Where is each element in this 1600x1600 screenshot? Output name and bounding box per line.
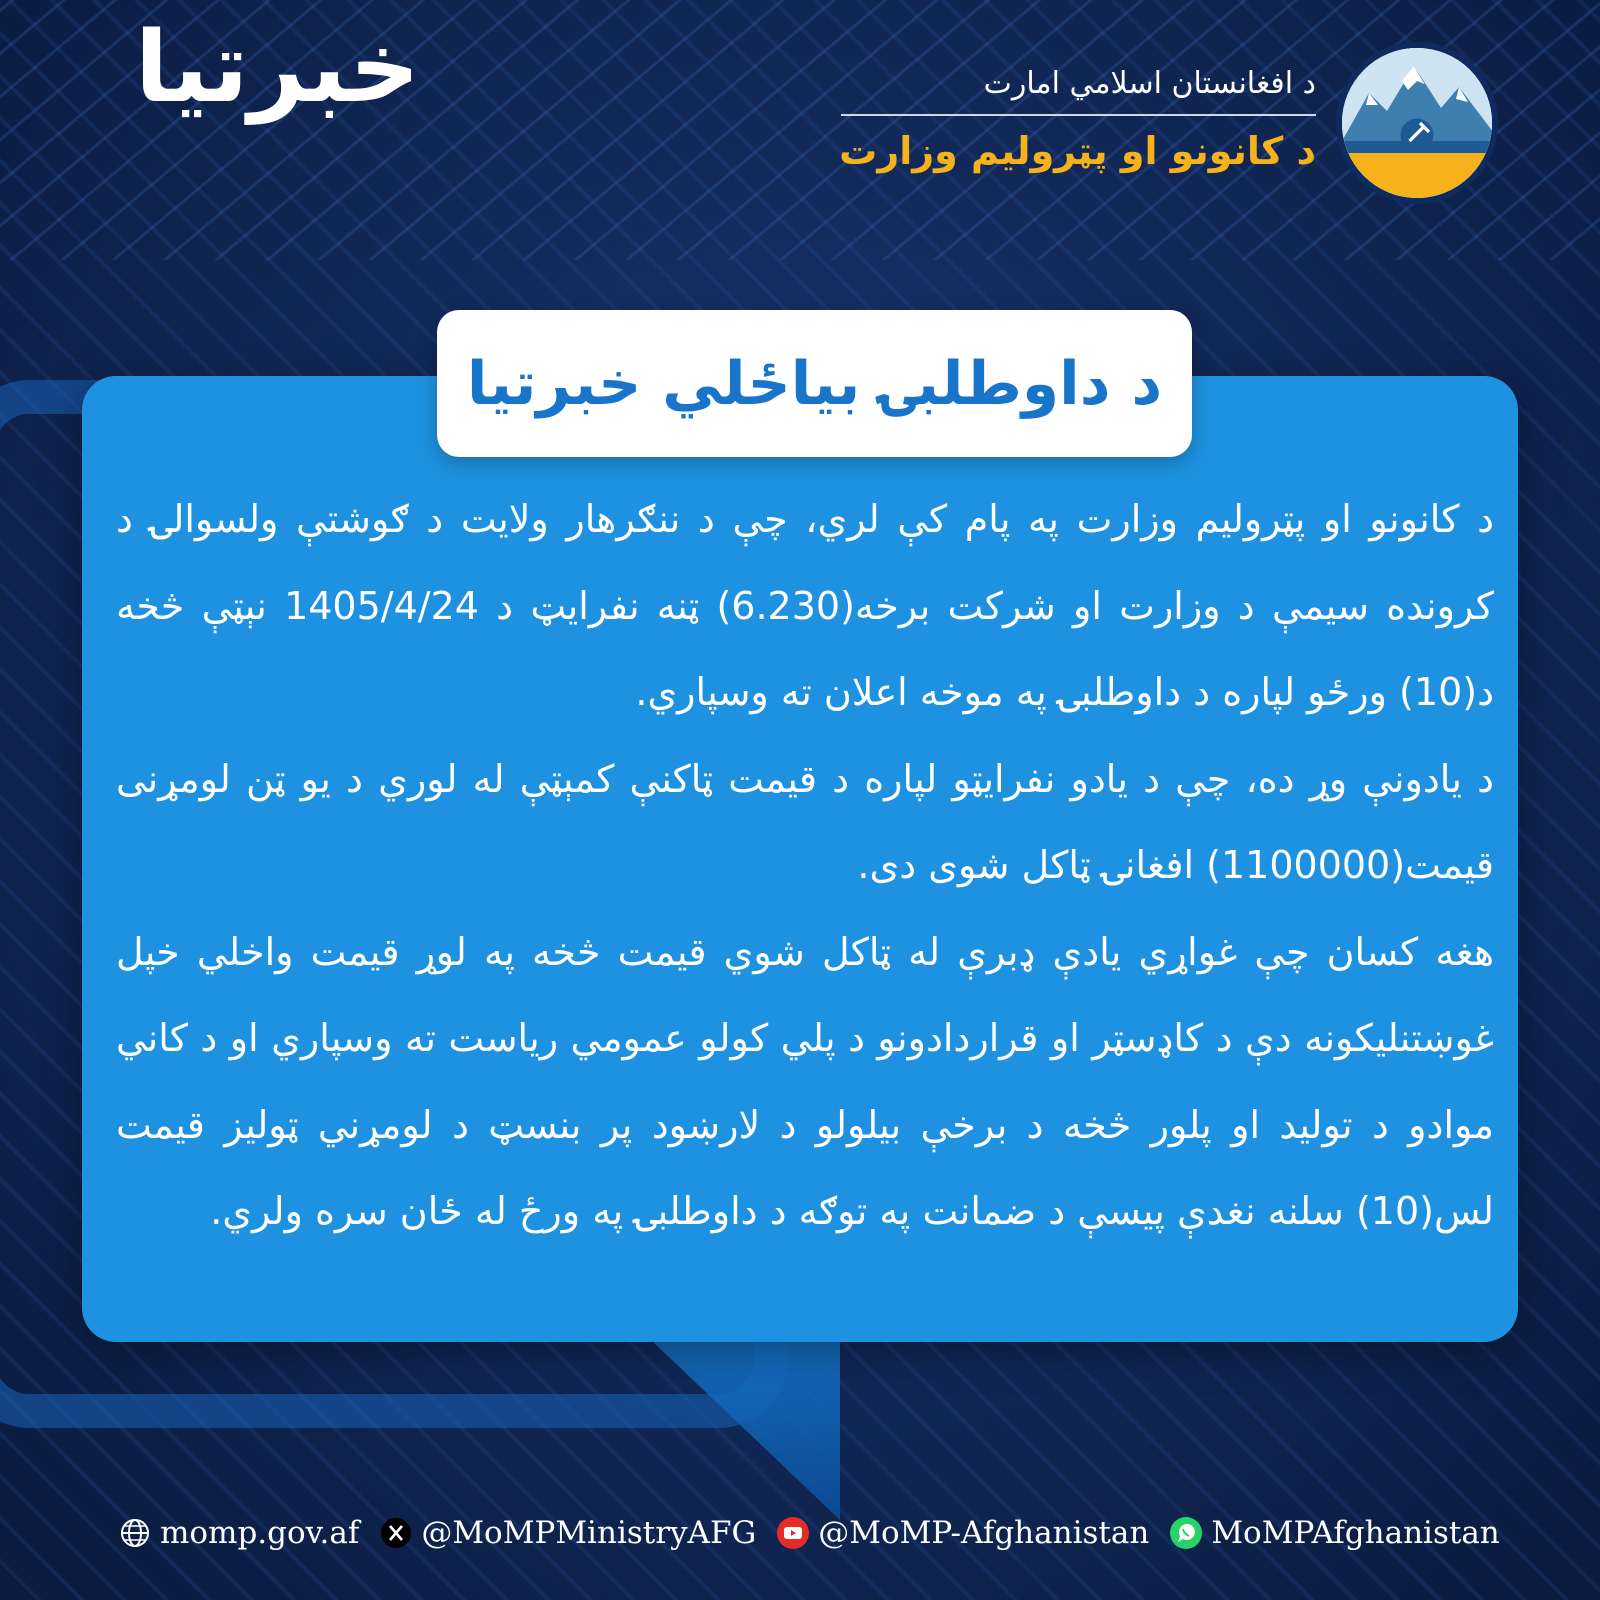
youtube-icon [776,1516,810,1550]
x-link[interactable] [379,1515,756,1551]
globe-icon [118,1516,152,1550]
mountain-logo-icon [1342,48,1492,198]
youtube-link[interactable] [776,1515,1149,1551]
header-divider [841,114,1316,116]
youtube-handle-text: @MoMP-Afghanistan [818,1515,1150,1551]
whatsapp-handle-text: MoMPAfghanistan [1211,1515,1500,1551]
paragraph-2: د یادونې وړ ده، چې د یادو نفرایټو لپاره د قیمت ټاکنې کمېټې له لوري د یو ټن لومړنی قیمت(1100000) افغانۍ ټاکل شوی دی. [116,756,1494,887]
ministry-logo [1336,42,1498,204]
paragraph-1: د کانونو او پټرولیم وزارت په پام کې لري، چې د ننګرهار ولایت د ګوشتې ولسوالۍ د کرونده سیمې د وزارت او شرکت برخه(6.230) ټنه نفرایټ د 1405/4/24 نېټې څخه د(10) ورځو لپاره د داوطلبۍ په موخه اعلان ته وسپاري. [116,497,1494,714]
whatsapp-link[interactable] [1169,1515,1499,1551]
brand-title: خبرتیا [134,11,420,125]
announcement-body [116,476,1494,1255]
whatsapp-icon [1169,1516,1203,1550]
website-text: momp.gov.af [160,1515,360,1551]
announcement-title: د داوطلبۍ بیاځلي خبرتیا [466,348,1163,419]
x-icon [379,1516,413,1550]
paragraph-3: هغه کسان چې غواړي یادې ډبرې له ټاکل شوي قیمت څخه په لوړ قیمت واخلي خپل غوښتنلیکونه دې د کاډسټر او قراردادونو د پلي کولو عمومي ریاست ته وسپاري او د کاني موادو د تولید او پلور څخه د برخې بیلولو د لارښود پر بنسټ د لومړني ټولیز قیمت لس(10) سلنه نغدې پیسې د ضمانت په توګه د داوطلبۍ په ورځ له ځان سره ولري. [116,929,1494,1233]
ministry-name: د کانونو او پټرولیم وزارت [839,129,1316,173]
ministry-header [816,62,1316,176]
social-footer [118,1508,1510,1558]
emirate-name: د افغانستان اسلامي امارت [983,66,1316,101]
title-banner [437,310,1192,457]
website-link[interactable] [118,1515,359,1551]
x-handle-text: @MoMPMinistryAFG [421,1515,757,1551]
